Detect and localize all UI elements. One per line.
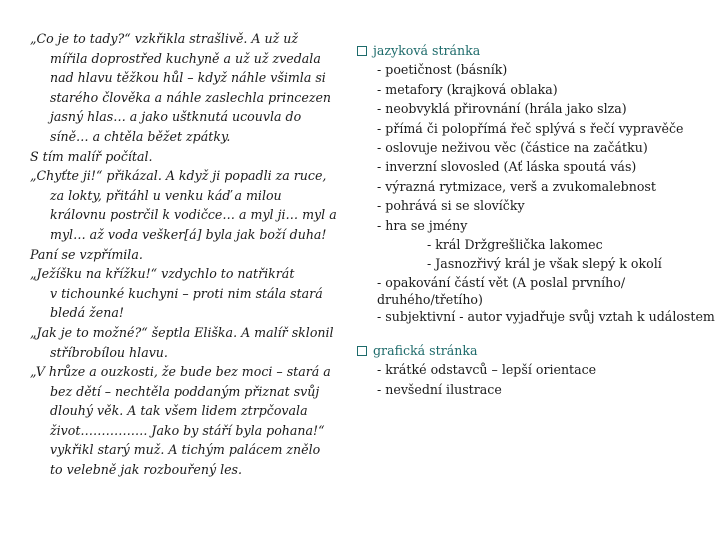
text-line: nad hlavu těžkou hůl – když náhle všimla si: [50, 70, 326, 86]
story-excerpt: [30, 29, 350, 480]
analysis-panel: [357, 41, 717, 399]
text-line: „Chyťte ji!“ přikázal. A když ji popadli za ruce,: [30, 168, 327, 184]
text-line: „Jak je to možné?“ šeptla Eliška. A malíř sklonil: [30, 324, 334, 340]
section-heading-graphic: [357, 341, 717, 360]
text-line: síně… a chtěla běžet zpátky.: [50, 128, 231, 144]
list-item: - neobvyklá přirovnání (hrála jako slza): [377, 101, 627, 117]
text-line: stříbrobílou hlavu.: [50, 344, 168, 360]
checkbox-bullet-icon: [357, 346, 367, 356]
list-item: - subjektivní - autor vyjadřuje svůj vztah k událostem: [377, 308, 715, 324]
list-item: - poetičnost (básník): [377, 62, 508, 78]
text-line: to velebně jak rozbouřený les.: [50, 462, 243, 478]
list-item: - výrazná rytmizace, verš a zvukomalebnost: [377, 178, 656, 194]
text-line: vykřikl starý muž. A tichým palácem znělo: [50, 442, 321, 458]
text-line: „Ježíšku na křížku!“ vzdychlo to natřikrát: [30, 266, 295, 282]
list-item: - oslovuje neživou věc (částice na začátku): [377, 140, 648, 156]
text-line: jasný hlas… a jako uštknutá ucouvla do: [50, 109, 302, 125]
list-item: - nevšední ilustrace: [377, 381, 502, 397]
list-subitem: - Jasnozřivý král je však slepý k okolí: [427, 256, 662, 272]
text-line: bez dětí – nechtěla poddaným přiznat svůj: [50, 383, 320, 399]
text-line: v tichounké kuchyni – proti nim stála stará: [50, 285, 323, 301]
section-heading-label: grafická stránka: [373, 342, 478, 358]
text-line: starého člověka a náhle zaslechla princezen: [50, 89, 332, 105]
text-line: „Co je to tady?“ vzkřikla strašlivě. A už už: [30, 31, 299, 46]
text-line: dlouhý věk. A tak všem lidem ztrpčovala: [50, 403, 308, 419]
list-item: - opakování částí vět (A poslal prvního/ druhého/třetího): [377, 274, 626, 307]
list-item: - inverzní slovosled (Ať láska spoutá vás): [377, 159, 637, 175]
list-item: - krátké odstavců – lepší orientace: [377, 362, 597, 378]
list-item: - hra se jmény: [377, 217, 468, 233]
section-heading-language: [357, 41, 717, 60]
text-line: královnu postrčil k vodičce… a myl ji… myl a: [50, 207, 337, 223]
text-line: Paní se vzpřímila.: [30, 246, 143, 262]
list-item: - pohrává si se slovíčky: [377, 198, 525, 214]
list-subitem: - král Držgrešlička lakomec: [427, 237, 603, 253]
text-line: bledá žena!: [50, 305, 124, 321]
text-line: za lokty, přitáhl u venku káď a milou: [50, 187, 282, 203]
text-line: myl… až voda vešker[á] byla jak boží duha!: [50, 226, 327, 242]
list-item: - přímá či polopřímá řeč splývá s řečí vypravěče: [377, 120, 684, 136]
text-line: život……………. Jako by stáří byla pohana!“: [50, 422, 325, 438]
text-line: S tím malíř počítal.: [30, 148, 153, 164]
checkbox-bullet-icon: [357, 46, 367, 56]
section-heading-label: jazyková stránka: [373, 43, 481, 58]
text-line: „V hrůze a ouzkosti, že bude bez moci – stará a: [30, 364, 331, 380]
list-item: - metafory (krajková oblaka): [377, 81, 558, 97]
text-line: mířila doprostřed kuchyně a už už zvedala: [50, 50, 321, 66]
